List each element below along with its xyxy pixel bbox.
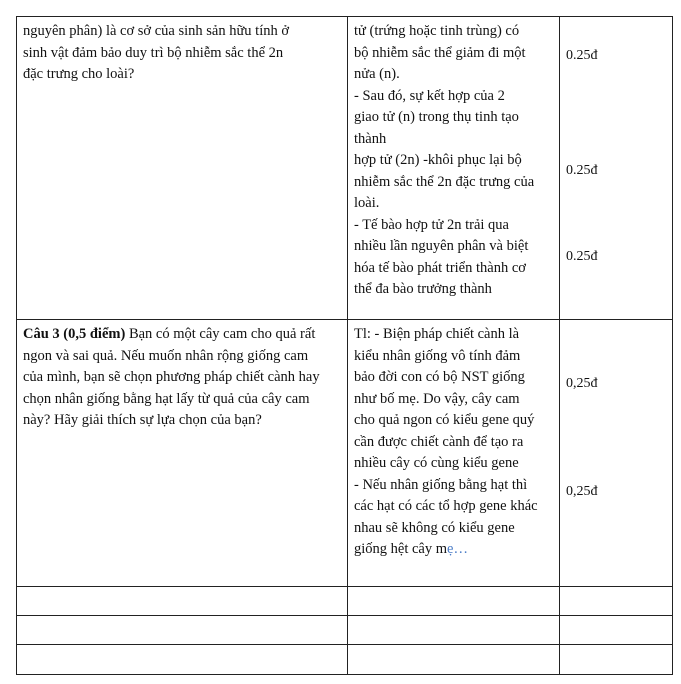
answer-line: nửa (n). (354, 66, 400, 82)
empty-cell (348, 587, 560, 616)
empty-row (17, 587, 673, 616)
question-line: nguyên phân) là cơ sở của sinh sản hữu tính ở (23, 23, 290, 39)
empty-row (17, 645, 673, 675)
answer-line: bộ nhiễm sắc thể giảm đi một (354, 44, 526, 61)
answer-line: - Tế bào hợp tử 2n trải qua (354, 216, 509, 233)
question-line: chọn nhân giống bằng hạt lấy từ quả của cây cam (23, 390, 310, 407)
answer-line: hóa tế bào phát triển thành cơ (354, 259, 526, 276)
answer-line: - Sau đó, sự kết hợp của 2 (354, 87, 505, 104)
question-line: này? Hãy giải thích sự lựa chọn của bạn? (23, 412, 262, 428)
score-value: 0,25đ (566, 484, 598, 499)
empty-cell (17, 587, 348, 616)
answer-text (348, 17, 559, 305)
answer-truncated-text: ẹ… (447, 541, 468, 557)
question-cell (17, 320, 348, 587)
answer-line: cho quả ngon có kiểu gene quý (354, 412, 535, 428)
answer-line: nhiều cây có cùng kiểu gene (354, 455, 519, 471)
answer-line: thể đa bào trưởng thành (354, 281, 492, 297)
score-column (560, 17, 672, 319)
answer-line: Tl: - Biện pháp chiết cành là (354, 326, 520, 342)
question-line (23, 324, 341, 346)
answer-cell (348, 17, 560, 320)
question-text (17, 320, 347, 436)
question-line-text: Bạn có một cây cam cho quả rất (125, 326, 316, 342)
question-line: của mình, bạn sẽ chọn phương pháp chiết cành hay (23, 369, 320, 385)
score-value: 0,25đ (566, 376, 598, 391)
answer-line: thành (354, 130, 387, 147)
score-value: 0.25đ (566, 249, 598, 264)
empty-cell (348, 645, 560, 675)
answer-line (354, 539, 553, 561)
answer-line: như bố mẹ. Do vậy, cây cam (354, 390, 520, 407)
score-cell (560, 17, 673, 320)
empty-cell (17, 616, 348, 645)
answer-line: tử (trứng hoặc tinh trùng) có (354, 23, 520, 39)
answer-cell (348, 320, 560, 587)
answer-line: nhiều lần nguyên phân và biệt (354, 238, 529, 254)
score-value: 0.25đ (566, 163, 598, 178)
answer-line: nhau sẽ không có kiểu gene (354, 519, 515, 536)
question-cell (17, 17, 348, 320)
answer-line: hợp tử (2n) -khôi phục lại bộ (354, 152, 522, 168)
answer-line: các hạt có các tổ hợp gene khác (354, 498, 538, 514)
table-row (17, 17, 673, 320)
answer-line: kiểu nhân giống vô tính đảm (354, 347, 521, 364)
answer-table (16, 16, 673, 675)
score-value: 0.25đ (566, 48, 598, 63)
answer-text (348, 320, 559, 565)
empty-cell (17, 645, 348, 675)
score-cell (560, 320, 673, 587)
answer-line: giao tử (n) trong thụ tinh tạo (354, 109, 519, 125)
question-line: đặc trưng cho loài? (23, 66, 135, 82)
question-label: Câu 3 (0,5 điểm) (23, 326, 126, 342)
question-text (17, 17, 347, 90)
empty-cell (560, 645, 673, 675)
question-line: ngon và sai quả. Nếu muốn nhân rộng giống cam (23, 347, 309, 364)
score-column (560, 320, 672, 586)
answer-line: nhiễm sắc thể 2n đặc trưng của (354, 173, 535, 190)
empty-cell (560, 616, 673, 645)
answer-line: bảo đời con có bộ NST giống (354, 369, 525, 385)
answer-line: cần được chiết cành để tạo ra (354, 433, 524, 450)
empty-row (17, 616, 673, 645)
answer-line: - Nếu nhân giống bằng hạt thì (354, 476, 528, 493)
table-row (17, 320, 673, 587)
answer-line: loài. (354, 195, 380, 211)
question-line: sinh vật đảm bảo duy trì bộ nhiễm sắc thể 2n (23, 44, 284, 61)
empty-cell (560, 587, 673, 616)
answer-last-text: giống hệt cây m (354, 541, 448, 557)
empty-cell (348, 616, 560, 645)
